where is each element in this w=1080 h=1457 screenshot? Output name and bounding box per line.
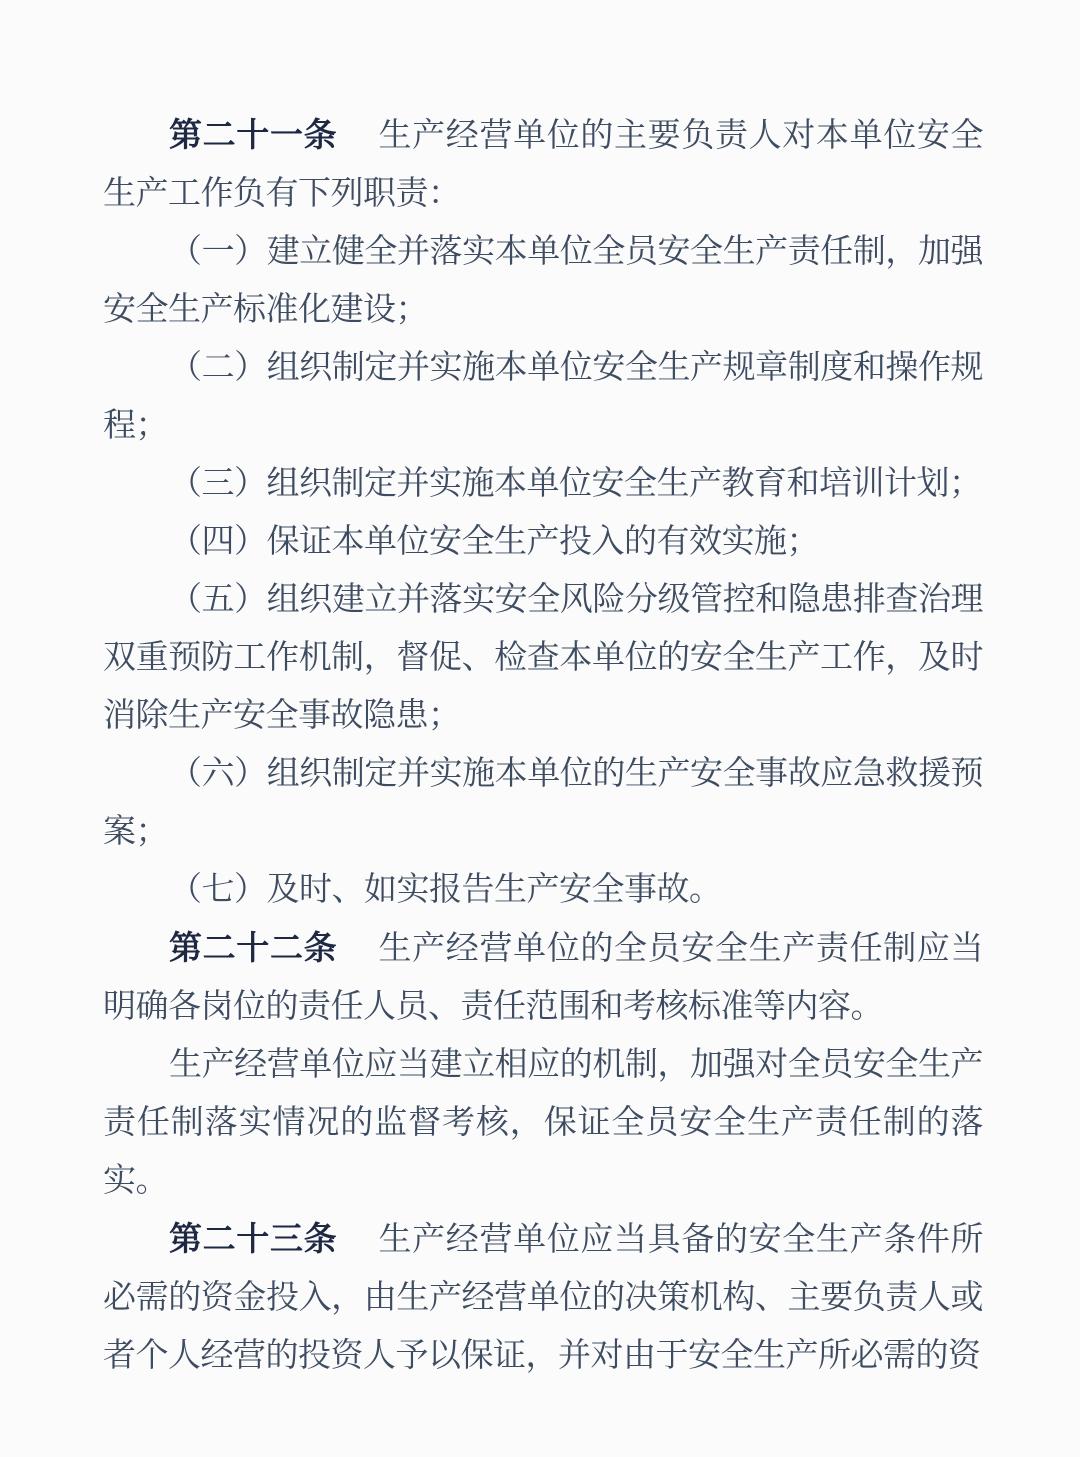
article-23-number: 第二十三条 [169, 1220, 338, 1257]
clause-item-6: （六）组织制定并实施本单位的生产安全事故应急救援预案； [103, 756, 983, 850]
article-21-number: 第二十一条 [169, 116, 338, 153]
article-22-text: 生产经营单位的全员安全生产责任制应当明确各岗位的责任人员、责任范围和考核标准等内容。 [103, 931, 984, 1025]
article-23-text: 生产经营单位应当具备的安全生产条件所必需的资金投入，由生产经营单位的决策机构、主要负责人或者个人经营的投资人予以保证，并对由于安全生产所必需的资 [103, 1222, 984, 1374]
clause-item-2: （二）组织制定并实施本单位安全生产规章制度和操作规程； [103, 350, 983, 444]
article-21-paragraph [103, 106, 983, 223]
clause-item-1: （一）建立健全并落实本单位全员安全生产责任制，加强安全生产标准化建设； [103, 234, 983, 328]
clause-item-7: （七）及时、如实报告生产安全事故。 [169, 872, 722, 908]
clause-item-5: （五）组织建立并落实安全风险分级管控和隐患排查治理双重预防工作机制，督促、检查本单位的安全生产工作，及时消除生产安全事故隐患； [103, 582, 983, 734]
clause-item-3: （三）组织制定并实施本单位安全生产教育和培训计划； [169, 466, 982, 502]
article-21-text: 生产经营单位的主要负责人对本单位安全生产工作负有下列职责： [103, 118, 984, 212]
article-22-paragraph-2: 生产经营单位应当建立相应的机制，加强对全员安全生产责任制落实情况的监督考核，保证全员安全生产责任制的落实。 [103, 1047, 983, 1199]
article-23-paragraph [103, 1210, 983, 1385]
article-22-paragraph [103, 919, 983, 1036]
document-body [103, 106, 983, 1385]
article-22-number: 第二十二条 [169, 929, 338, 966]
clause-item-4: （四）保证本单位安全生产投入的有效实施； [169, 524, 819, 560]
